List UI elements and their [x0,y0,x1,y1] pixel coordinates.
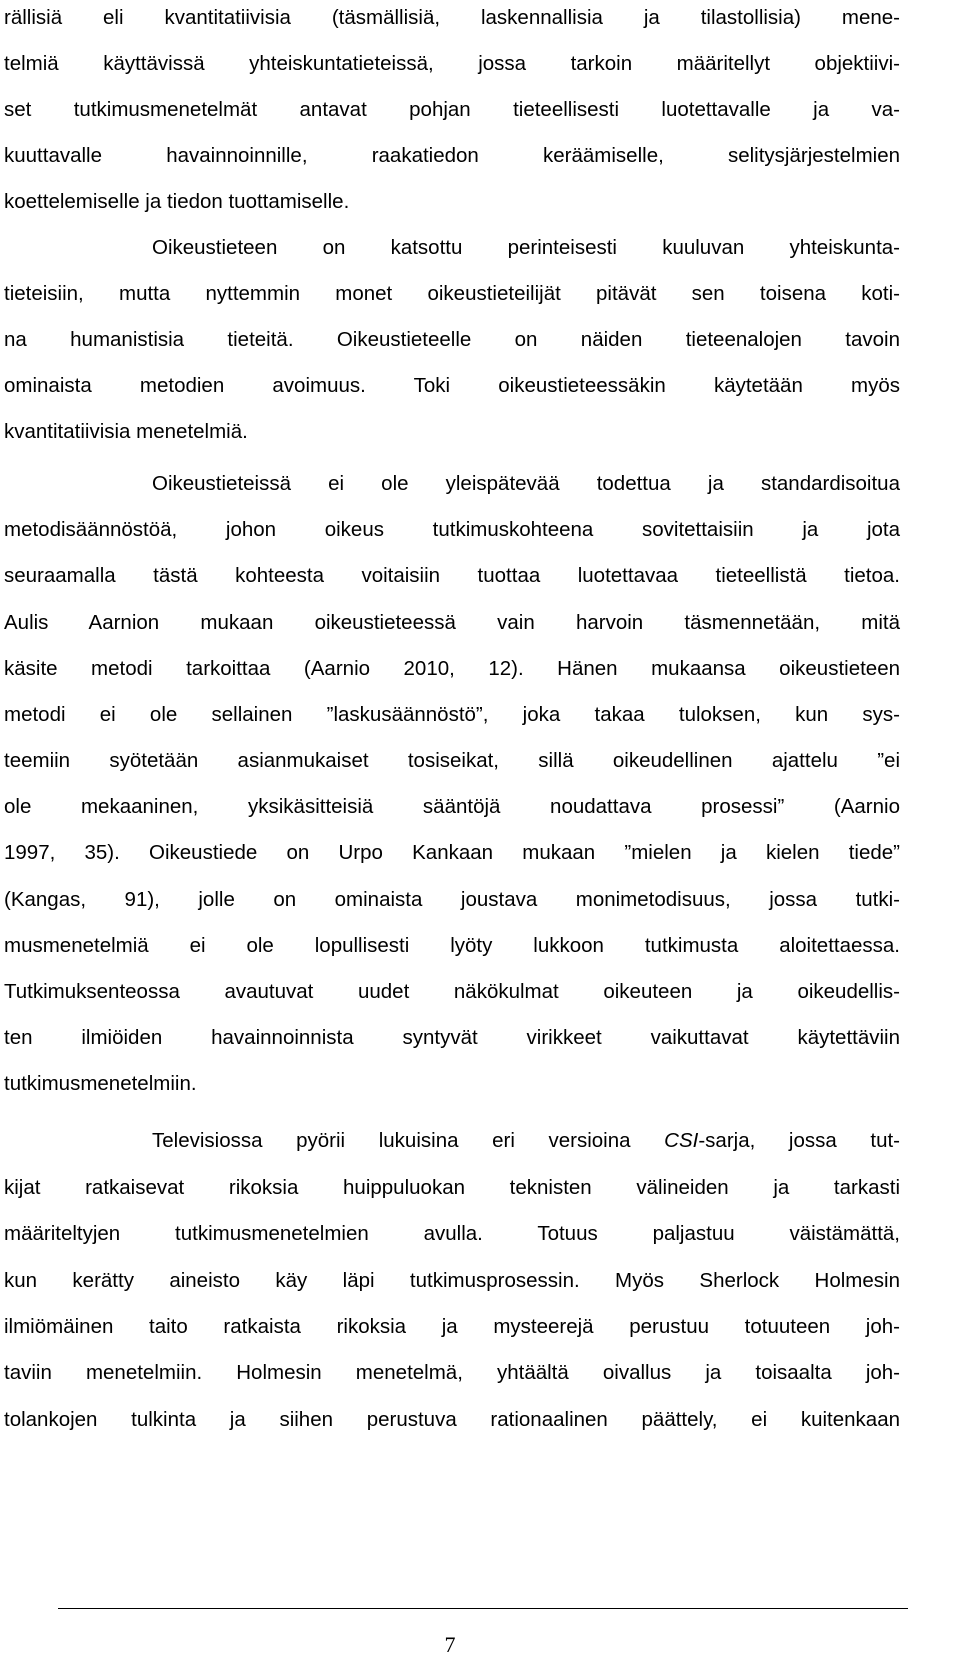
text-line: metodisäännöstöä, johon oikeus tutkimuskohteena sovitettaisiin ja jota [4,518,900,541]
text-line: teemiin syötetään asianmukaiset tosiseikat, sillä oikeudellinen ajattelu ”ei [4,749,900,772]
text-line: kuuttavalle havainnoinnille, raakatiedon keräämiselle, selitysjärjestelmien [4,144,900,167]
text-line: kijat ratkaisevat rikoksia huippuluokan teknisten välineiden ja tarkasti [4,1176,900,1199]
text-line: metodi ei ole sellainen ”laskusäännöstö”, joka takaa tuloksen, kun sys- [4,703,900,726]
series-title: CSI [664,1129,699,1152]
text-line: na humanistisia tieteitä. Oikeustieteelle on näiden tieteenalojen tavoin [4,328,900,351]
text-span: Televisiossa pyörii lukuisina eri versioina [152,1129,665,1152]
paragraph-first-line: Oikeustieteissä ei ole yleispätevää todettua ja standardisoitua [152,472,900,495]
text-line: seuraamalla tästä kohteesta voitaisiin tuottaa luotettavaa tieteellistä tietoa. [4,564,900,587]
text-line: musmenetelmiä ei ole lopullisesti lyöty lukkoon tutkimusta aloitettaessa. [4,934,900,957]
text-line: (Kangas, 91), jolle on ominaista joustava monimetodisuus, jossa tutki- [4,888,900,911]
text-line: määriteltyjen tutkimusmenetelmien avulla. Totuus paljastuu väistämättä, [4,1222,900,1245]
text-line: ilmiömäinen taito ratkaista rikoksia ja mysteerejä perustuu totuuteen joh- [4,1315,900,1338]
text-span: -sarja, jossa tut- [698,1129,900,1152]
footer-divider [58,1608,908,1609]
text-line: tieteisiin, mutta nyttemmin monet oikeustieteilijät pitävät sen toisena koti- [4,282,900,305]
text-line: ten ilmiöiden havainnoinnista syntyvät virikkeet vaikuttavat käytettäviin [4,1026,900,1049]
paragraph-first-line [4,1118,900,1164]
text-line: set tutkimusmenetelmät antavat pohjan tieteellisesti luotettavalle ja va- [4,98,900,121]
text-line: kun kerätty aineisto käy läpi tutkimusprosessin. Myös Sherlock Holmesin [4,1269,900,1292]
paragraph-first-line: Oikeustieteen on katsottu perinteisesti kuuluvan yhteiskunta- [152,236,900,259]
page-number: 7 [444,1632,456,1657]
text-line: käsite metodi tarkoittaa (Aarnio 2010, 12). Hänen mukaansa oikeustieteen [4,657,900,680]
text-line: koettelemiselle ja tiedon tuottamiselle. [4,190,350,213]
text-line: kvantitatiivisia menetelmiä. [4,420,248,443]
text-line: ominaista metodien avoimuus. Toki oikeustieteessäkin käytetään myös [4,374,900,397]
text-line: tolankojen tulkinta ja siihen perustuva rationaalinen päättely, ei kuitenkaan [4,1408,900,1431]
text-line: tutkimusmenetelmiin. [4,1072,197,1095]
text-line: telmiä käyttävissä yhteiskuntatieteissä, jossa tarkoin määritellyt objektiivi- [4,52,900,75]
text-line: ole mekaaninen, yksikäsitteisiä sääntöjä noudattava prosessi” (Aarnio [4,795,900,818]
text-line: Aulis Aarnion mukaan oikeustieteessä vain harvoin täsmennetään, mitä [4,611,900,634]
text-line: Tutkimuksenteossa avautuvat uudet näkökulmat oikeuteen ja oikeudellis- [4,980,900,1003]
text-line: rällisiä eli kvantitatiivisia (täsmällisiä, laskennallisia ja tilastollisia) mene- [4,6,900,29]
text-line: 1997, 35). Oikeustiede on Urpo Kankaan mukaan ”mielen ja kielen tiede” [4,841,900,864]
text-line: taviin menetelmiin. Holmesin menetelmä, yhtäältä oivallus ja toisaalta joh- [4,1361,900,1384]
